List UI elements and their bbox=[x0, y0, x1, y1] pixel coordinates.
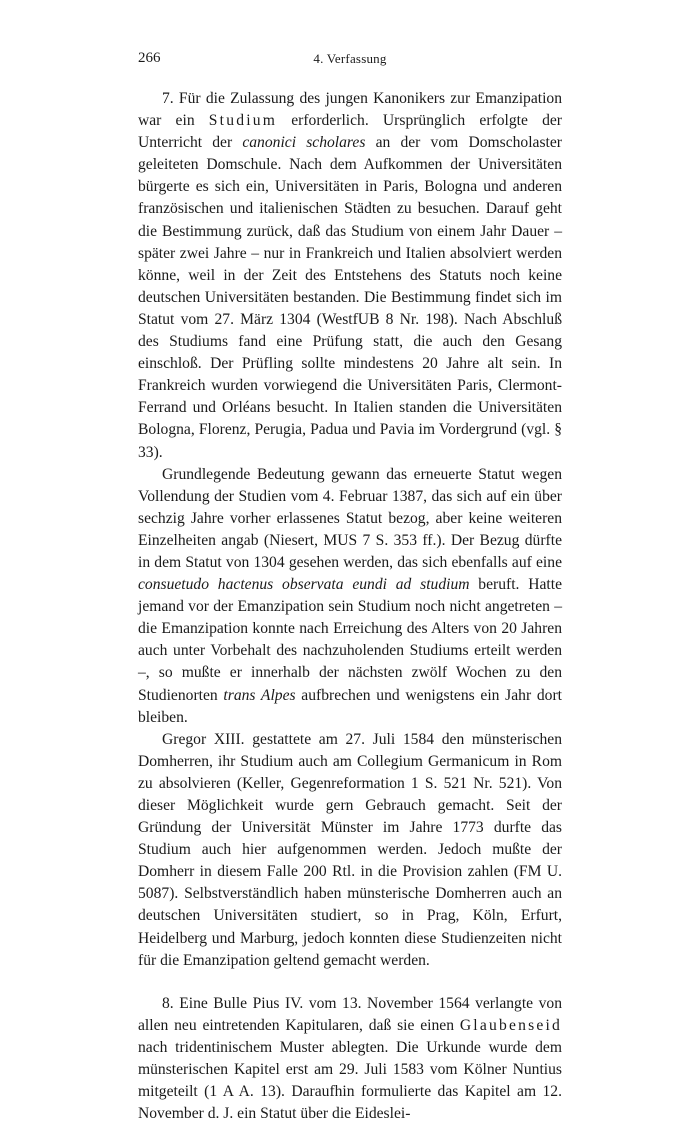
text-run: nach tridentinischem Muster ablegten. Die Urkunde wurde dem münsterischen Kapitel erst am 29. Juli 1583 vom Kölner Nuntius mitgeteilt (1 A A. 13). Daraufhin formulierte das Kapitel am 12. November d. J. ein Statut über die Eideslei- bbox=[138, 1038, 562, 1123]
italic-phrase: trans Alpes bbox=[223, 686, 296, 704]
text-run: 8. Eine Bulle Pius IV. vom 13. November 1564 verlangte von allen neu eintretenden Kapitularen, daß sie einen bbox=[138, 994, 562, 1034]
paragraph-oath-of-faith bbox=[138, 993, 562, 1125]
text-run: Gregor XIII. gestattete am 27. Juli 1584 den münsterischen Domherren, ihr Studium auch am Collegium Germanicum in Rom zu absolvieren (Keller, Gegenreformation 1 S. 521 Nr. 521). Von dieser Möglichkeit wurde gern Gebrauch gemacht. Seit der Gründung der Universität Münster im Jahre 1773 durfte das Studium auch hier aufgenommen werden. Jedoch mußte der Domherr in diesem Falle 200 Rtl. in die Provision zahlen (FM U. 5087). Selbstverständlich haben münsterische Domherren auch an deutschen Universitäten studiert, so in Prag, Köln, Erfurt, Heidelberg und Marburg, jedoch konnten diese Studienzeiten nicht für die Emanzipation geltend gemacht werden. bbox=[138, 730, 562, 969]
running-head bbox=[138, 50, 562, 72]
emphasized-term: Glaubenseid bbox=[459, 1016, 562, 1034]
text-run: Grundlegende Bedeutung gewann das erneuerte Statut wegen Vollendung der Studien vom 4. Februar 1387, das sich auf ein über sechzig Jahre vorher erlassenes Statut bezog, aber keine weiteren Einzelheiten angab (Niesert, MUS 7 S. 353 ff.). Der Bezug dürfte in dem Statut von 1304 gesehen werden, das sich ebenfalls auf eine bbox=[138, 465, 562, 571]
text-run: erforderlich. Ursprünglich erfolgte der Unterricht der bbox=[138, 112, 562, 152]
section-title: 4. Verfassung bbox=[313, 51, 387, 66]
paragraph-study-requirement bbox=[138, 88, 562, 464]
italic-phrase: canonici scholares bbox=[242, 134, 366, 152]
text-run: an der vom Domscholaster geleiteten Domschule. Nach dem Aufkommen der Universitäten bürgerte es sich ein, Universitäten in Paris, Bologna und anderen französischen und italienischen Städten zu besuchen. Darauf geht die Bestimmung zurück, daß das Studium von einem Jahr Dauer – später zwei Jahre – nur in Frankreich und Italien absolviert werden könne, weil in der Zeit des Entstehens des Statuts noch keine deutschen Universitäten bestanden. Die Bestimmung findet sich im Statut vom 27. März 1304 (WestfUB 8 Nr. 198). Nach Abschluß des Studiums fand eine Prüfung statt, die auch den Gesang einschloß. Der Prüfling sollte mindestens 20 Jahre alt sein. In Frankreich wurden vorwiegend die Universitäten Paris, Clermont-Ferrand und Orléans besucht. In Italien standen die Universitäten Bologna, Florenz, Perugia, Padua und Pavia im Vordergrund (vgl. § 33). bbox=[138, 134, 562, 461]
text-run: beruft. Hatte jemand vor der Emanzipation sein Studium noch nicht angetreten – die Emanzipation konnte nach Erreichung des Alters von 20 Jahren auch unter Vorbehalt des nachzuholenden Studiums erteilt werden –, so mußte er innerhalb der nächsten zwölf Wochen zu den Studienorten bbox=[138, 576, 562, 704]
text-run: aufbrechen und wenigstens ein Jahr dort bleiben. bbox=[138, 686, 562, 726]
paragraph-statute-1387 bbox=[138, 464, 562, 729]
italic-phrase: consuetudo hactenus observata eundi ad studium bbox=[138, 576, 470, 594]
text-run: 7. Für die Zulassung des jungen Kanonikers zur Emanzipation war ein bbox=[138, 90, 562, 130]
emphasized-term: Studium bbox=[208, 112, 278, 130]
page-number: 266 bbox=[138, 50, 161, 66]
paragraph-collegium-germanicum bbox=[138, 729, 562, 972]
body-text bbox=[138, 88, 562, 1125]
